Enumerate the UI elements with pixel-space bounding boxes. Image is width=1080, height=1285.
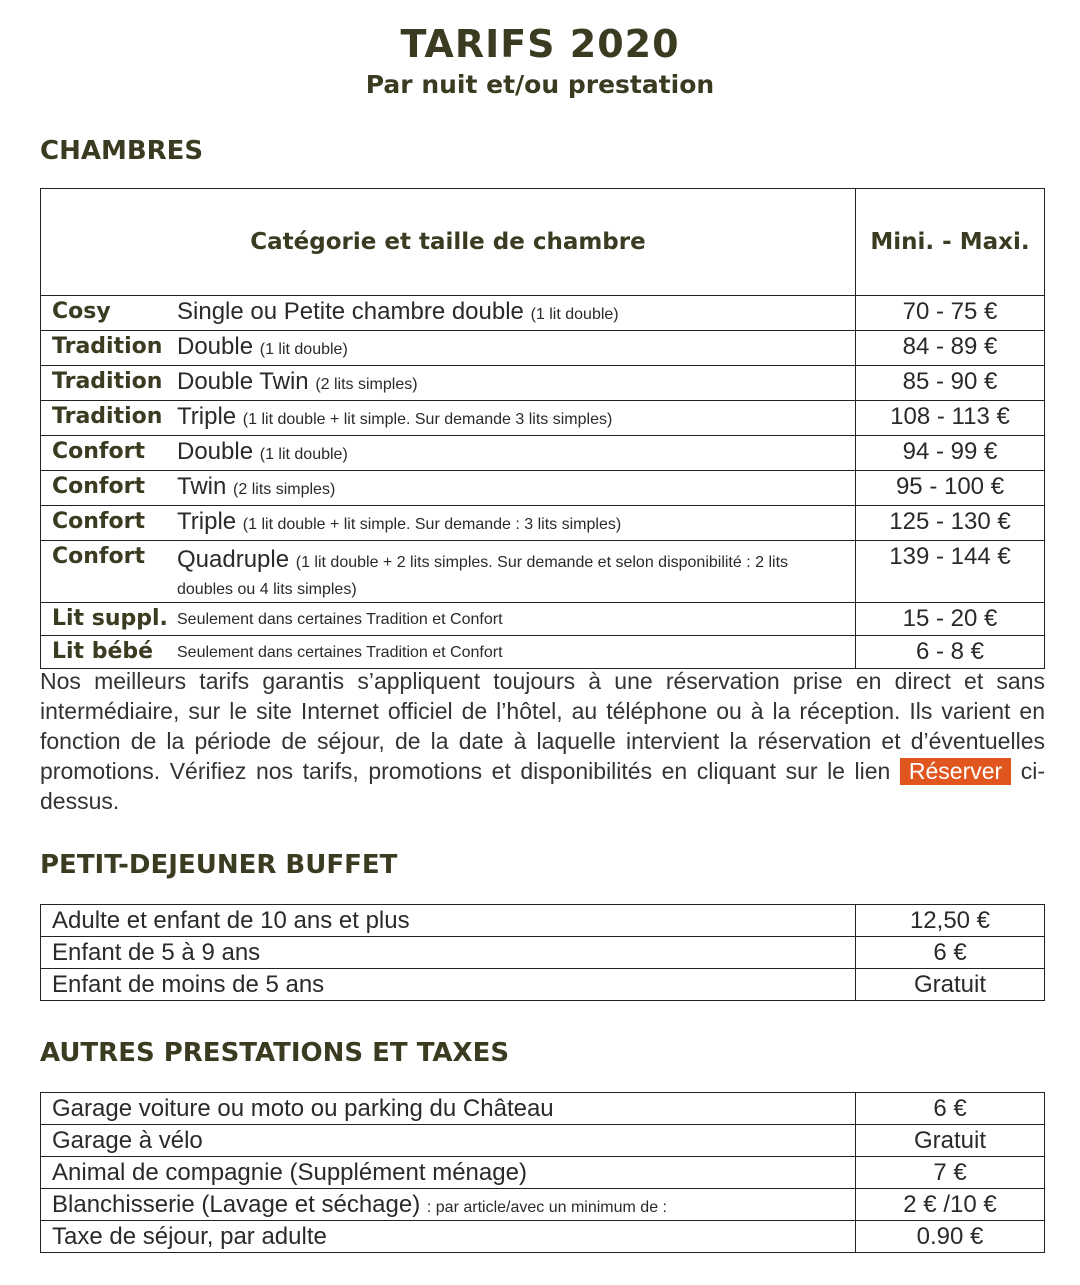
- breakfast-price: 6 €: [856, 937, 1045, 969]
- table-row: [41, 331, 1045, 366]
- reserve-link[interactable]: Réserver: [900, 758, 1011, 785]
- room-price: 15 - 20 €: [856, 603, 1045, 636]
- room-price: 70 - 75 €: [856, 296, 1045, 331]
- other-price: 0.90 €: [856, 1221, 1045, 1253]
- room-description-cell: [41, 541, 856, 603]
- table-row: [41, 366, 1045, 401]
- room-detail: [177, 541, 837, 602]
- room-name: Double: [177, 333, 254, 360]
- other-label: Garage à vélo: [52, 1126, 203, 1154]
- room-note: (1 lit double): [530, 306, 619, 323]
- room-category: Confort: [52, 474, 145, 499]
- pricing-paragraph-end: ci-dessus.: [40, 758, 1046, 814]
- room-category: Tradition: [52, 369, 163, 394]
- room-category: Lit bébé: [52, 639, 154, 664]
- room-detail: [177, 333, 348, 360]
- table-row: [41, 937, 1045, 969]
- table-row: [41, 541, 1045, 603]
- breakfast-label: Enfant de 5 à 9 ans: [41, 937, 856, 969]
- room-description-cell: [41, 401, 856, 436]
- room-description-cell: [41, 436, 856, 471]
- room-name: Triple: [177, 508, 237, 535]
- pricing-paragraph: [40, 666, 1045, 816]
- room-note: (2 lits simples): [233, 481, 336, 498]
- room-note: (1 lit double + lit simple. Sur demande 3 lits simples): [242, 411, 613, 428]
- room-note: (1 lit double): [259, 341, 348, 358]
- pricing-paragraph-text: Nos meilleurs tarifs garantis s’appliquent toujours à une réservation prise en direct et sans intermédiaire, sur le site Internet officiel de l’hôtel, au téléphone ou à la réception. Ils varient en fonction de la période de séjour, de la date à laquelle intervient la réservation et d’éventuelles promotions. Vérifiez nos tarifs, promotions et disponibilités en cliquant sur le lien: [40, 668, 1045, 784]
- other-label: Taxe de séjour, par adulte: [52, 1222, 327, 1250]
- room-name: Quadruple: [177, 546, 290, 573]
- room-note: Seulement dans certaines Tradition et Confort: [177, 611, 503, 628]
- room-description-cell: [41, 331, 856, 366]
- room-category: Confort: [52, 544, 145, 569]
- other-price: 7 €: [856, 1157, 1045, 1189]
- other-label-cell: [41, 1189, 856, 1221]
- table-row: [41, 969, 1045, 1001]
- room-detail: [177, 438, 348, 465]
- breakfast-price: Gratuit: [856, 969, 1045, 1001]
- room-note: (1 lit double + 2 lits simples. Sur demande et selon disponibilité : 2 lits doubles ou 4 lits simples): [177, 554, 789, 598]
- other-note: : par article/avec un minimum de :: [426, 1198, 667, 1216]
- other-price: 2 € /10 €: [856, 1189, 1045, 1221]
- table-row: [41, 471, 1045, 506]
- other-label-cell: [41, 1157, 856, 1189]
- table-row: [41, 506, 1045, 541]
- room-price: 108 - 113 €: [856, 401, 1045, 436]
- room-detail: [177, 368, 418, 395]
- table-row: [41, 436, 1045, 471]
- room-category: Lit suppl.: [52, 606, 168, 631]
- table-row: [41, 1221, 1045, 1253]
- room-category: Confort: [52, 439, 145, 464]
- breakfast-label: Adulte et enfant de 10 ans et plus: [41, 905, 856, 937]
- section-heading-others: AUTRES PRESTATIONS ET TAXES: [40, 1038, 510, 1068]
- room-name: Single ou Petite chambre double: [177, 298, 524, 325]
- other-label-cell: [41, 1125, 856, 1157]
- room-detail: [177, 298, 619, 325]
- room-category: Confort: [52, 509, 145, 534]
- section-heading-rooms: CHAMBRES: [40, 136, 204, 166]
- room-note: Seulement dans certaines Tradition et Confort: [177, 644, 503, 661]
- other-price: Gratuit: [856, 1125, 1045, 1157]
- table-row: [41, 1157, 1045, 1189]
- rooms-col-price: Mini. - Maxi.: [856, 189, 1045, 296]
- room-price: 94 - 99 €: [856, 436, 1045, 471]
- other-label-cell: [41, 1221, 856, 1253]
- page-subtitle: Par nuit et/ou prestation: [365, 70, 715, 99]
- room-description-cell: [41, 366, 856, 401]
- room-name: Triple: [177, 403, 237, 430]
- room-name: Double: [177, 438, 254, 465]
- room-detail: [177, 508, 621, 535]
- other-label-cell: [41, 1093, 856, 1125]
- others-table: [40, 1092, 1045, 1253]
- page-title: TARIFS 2020: [400, 22, 680, 66]
- breakfast-table: [40, 904, 1045, 1001]
- room-description-cell: [41, 296, 856, 331]
- room-detail: [177, 473, 335, 500]
- room-note: (1 lit double): [259, 446, 348, 463]
- other-label: Blanchisserie (Lavage et séchage): [52, 1190, 421, 1218]
- table-row: [41, 1093, 1045, 1125]
- room-description-cell: [41, 471, 856, 506]
- room-price: 125 - 130 €: [856, 506, 1045, 541]
- other-price: 6 €: [856, 1093, 1045, 1125]
- table-row: [41, 603, 1045, 636]
- room-detail: [177, 403, 612, 430]
- room-description-cell: [41, 603, 856, 636]
- room-category: Cosy: [52, 299, 111, 324]
- breakfast-price: 12,50 €: [856, 905, 1045, 937]
- rooms-table: [40, 188, 1045, 669]
- room-description-cell: [41, 636, 856, 669]
- table-row: [41, 401, 1045, 436]
- room-name: Twin: [177, 473, 227, 500]
- room-description-cell: [41, 506, 856, 541]
- room-price: 6 - 8 €: [856, 636, 1045, 669]
- table-row: [41, 636, 1045, 669]
- room-price: 84 - 89 €: [856, 331, 1045, 366]
- room-price: 85 - 90 €: [856, 366, 1045, 401]
- table-row: [41, 905, 1045, 937]
- table-row: [41, 1125, 1045, 1157]
- table-row: [41, 296, 1045, 331]
- room-category: Tradition: [52, 334, 163, 359]
- breakfast-label: Enfant de moins de 5 ans: [41, 969, 856, 1001]
- room-category: Tradition: [52, 404, 163, 429]
- room-note: (1 lit double + lit simple. Sur demande : 3 lits simples): [242, 516, 622, 533]
- other-label: Animal de compagnie (Supplément ménage): [52, 1158, 527, 1186]
- room-price: 139 - 144 €: [856, 541, 1045, 603]
- other-label: Garage voiture ou moto ou parking du Château: [52, 1094, 554, 1122]
- room-name: Double Twin: [177, 368, 309, 395]
- rooms-col-category: Catégorie et taille de chambre: [41, 189, 856, 296]
- table-row: [41, 1189, 1045, 1221]
- room-price: 95 - 100 €: [856, 471, 1045, 506]
- room-note: (2 lits simples): [315, 376, 418, 393]
- section-heading-breakfast: PETIT-DEJEUNER BUFFET: [40, 850, 398, 880]
